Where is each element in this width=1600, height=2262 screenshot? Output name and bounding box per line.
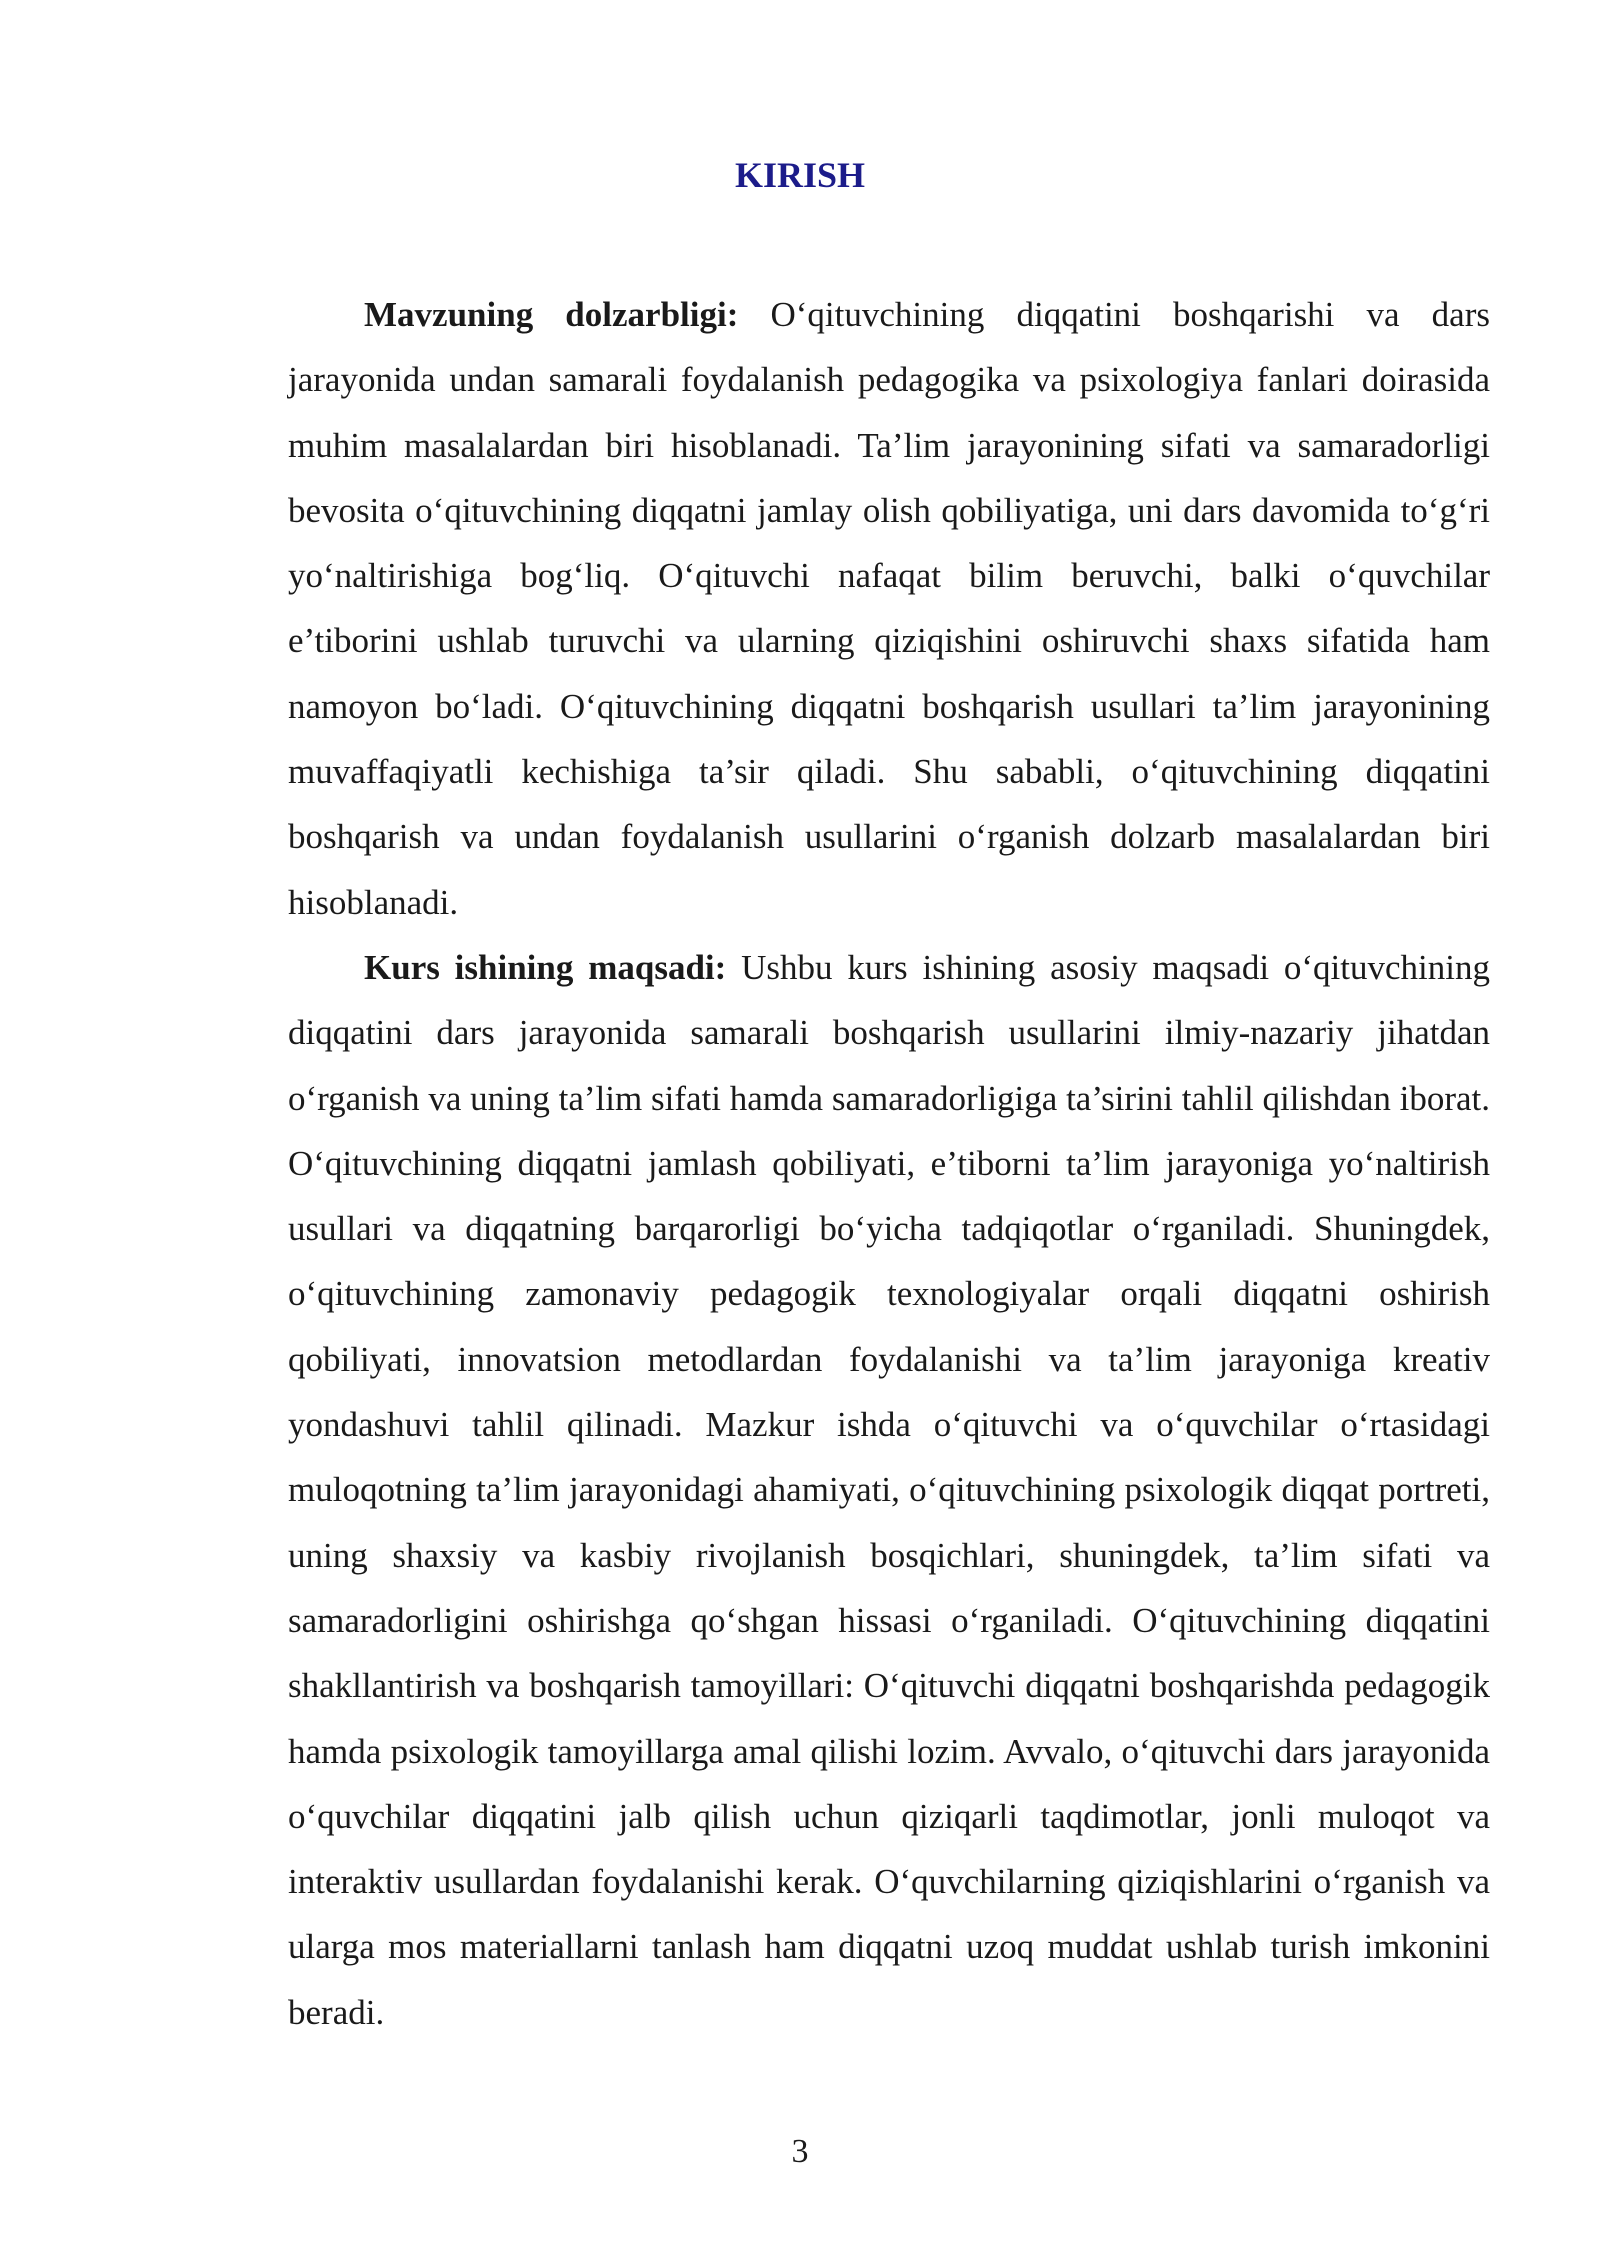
page-title: KIRISH (734, 155, 866, 195)
paragraph-relevance (288, 282, 1490, 935)
page-number: 3 (791, 2133, 809, 2170)
paragraph-lead: Mavzuning dolzarbligi: (364, 295, 739, 334)
paragraph-text: O‘qituvchining diqqatini boshqarishi va dars jarayonida undan samarali foydalanish pedagogika va psixologiya fanlari doirasida muhim masalalardan biri hisoblanadi. Ta’lim jarayonining sifati va samaradorligi bevosita o‘qituvchining diqqatni jamlay olish qobiliyatiga, uni dars davomida to‘g‘ri yo‘naltirishiga bog‘liq. O‘qituvchi nafaqat bilim beruvchi, balki o‘quvchilar e’tiborini ushlab turuvchi va ularning qiziqishini oshiruvchi shaxs sifatida ham namoyon bo‘ladi. O‘qituvchining diqqatni boshqarish usullari ta’lim jarayonining muvaffaqiyatli kechishiga ta’sir qiladi. Shu sababli, o‘qituvchining diqqatini boshqarish va undan foydalanish usullarini o‘rganish dolzarb masalalardan biri hisoblanadi. (288, 295, 1490, 922)
paragraph-text: Ushbu kurs ishining asosiy maqsadi o‘qituvchining diqqatini dars jarayonida samarali boshqarish usullarini ilmiy-nazariy jihatdan o‘rganish va uning ta’lim sifati hamda samaradorligiga ta’sirini tahlil qilishdan iborat. O‘qituvchining diqqatni jamlash qobiliyati, e’tiborni ta’lim jarayoniga yo‘naltirish usullari va diqqatning barqarorligi bo‘yicha tadqiqotlar o‘rganiladi. Shuningdek, o‘qituvchining zamonaviy pedagogik texnologiyalar orqali diqqatni oshirish qobiliyati, innovatsion metodlardan foydalanishi va ta’lim jarayoniga kreativ yondashuvi tahlil qilinadi. Mazkur ishda o‘qituvchi va o‘quvchilar o‘rtasidagi muloqotning ta’lim jarayonidagi ahamiyati, o‘qituvchining psixologik diqqat portreti, uning shaxsiy va kasbiy rivojlanish bosqichlari, shuningdek, ta’lim sifati va samaradorligini oshirishga qo‘shgan hissasi o‘rganiladi. O‘qituvchining diqqatini shakllantirish va boshqarish tamoyillari: O‘qituvchi diqqatni boshqarishda pedagogik hamda psixologik tamoyillarga amal qilishi lozim. Avvalo, o‘qituvchi dars jarayonida o‘quvchilar diqqatini jalb qilish uchun qiziqarli taqdimotlar, jonli muloqot va interaktiv usullardan foydalanishi kerak. O‘quvchilarning qiziqishlarini o‘rganish va ularga mos materiallarni tanlash ham diqqatni uzoq muddat ushlab turish imkonini beradi. (288, 947, 1490, 2032)
paragraph-lead: Kurs ishining maqsadi: (364, 947, 727, 987)
body-text (288, 282, 1490, 2045)
paragraph-purpose (288, 935, 1490, 2045)
